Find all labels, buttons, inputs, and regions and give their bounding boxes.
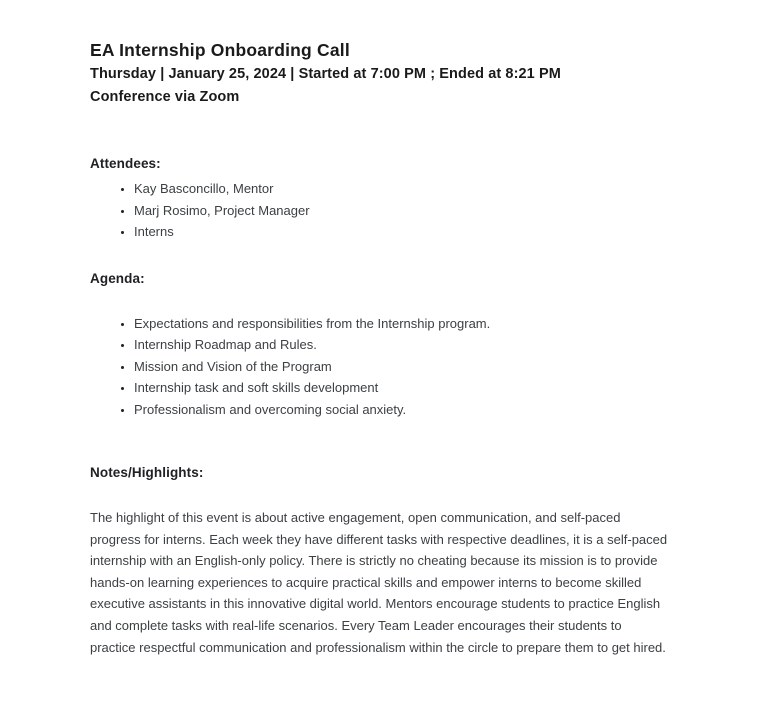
agenda-list-item: • Professionalism and overcoming social anxiety.	[134, 399, 672, 421]
agenda-list-item: • Expectations and responsibilities from the Internship program.	[134, 313, 672, 335]
attendee-list-item: • Marj Rosimo, Project Manager	[134, 200, 672, 222]
notes-paragraph: The highlight of this event is about active engagement, open communication, and self-paced progress for interns. Each week they have different tasks with respective deadlines, it is a self-paced internship with an English-only policy. There is strictly no cheating because its mission is to provide hands-on learning experiences to acquire practical skills and empower interns to become skilled executive assistants in this innovative digital world. Mentors encourage students to practice English and complete tasks with real-life scenarios. Every Team Leader encourages their students to practice respectful communication and professionalism within the circle to prepare them to get hired.	[90, 510, 668, 655]
document-header	[90, 38, 672, 109]
agenda-list-item: • Internship Roadmap and Rules.	[134, 334, 672, 356]
meeting-location-line: Conference via Zoom	[90, 89, 240, 105]
agenda-list-item: • Internship task and soft skills development	[134, 377, 672, 399]
agenda-list-item: • Mission and Vision of the Program	[134, 356, 672, 378]
attendees-list	[90, 178, 672, 243]
attendee-list-item: • Interns	[134, 221, 672, 243]
notes-heading: Notes/Highlights:	[90, 465, 204, 480]
page-title: EA Internship Onboarding Call	[90, 40, 350, 60]
notes-section	[90, 465, 672, 658]
meeting-datetime-line: Thursday | January 25, 2024 | Started at 7:00 PM ; Ended at 8:21 PM	[90, 66, 561, 82]
agenda-heading: Agenda:	[90, 270, 145, 286]
agenda-section	[90, 271, 672, 421]
attendee-list-item: • Kay Basconcillo, Mentor	[134, 178, 672, 200]
attendees-section	[90, 156, 672, 243]
agenda-list	[90, 313, 672, 421]
attendees-heading: Attendees:	[90, 156, 161, 171]
